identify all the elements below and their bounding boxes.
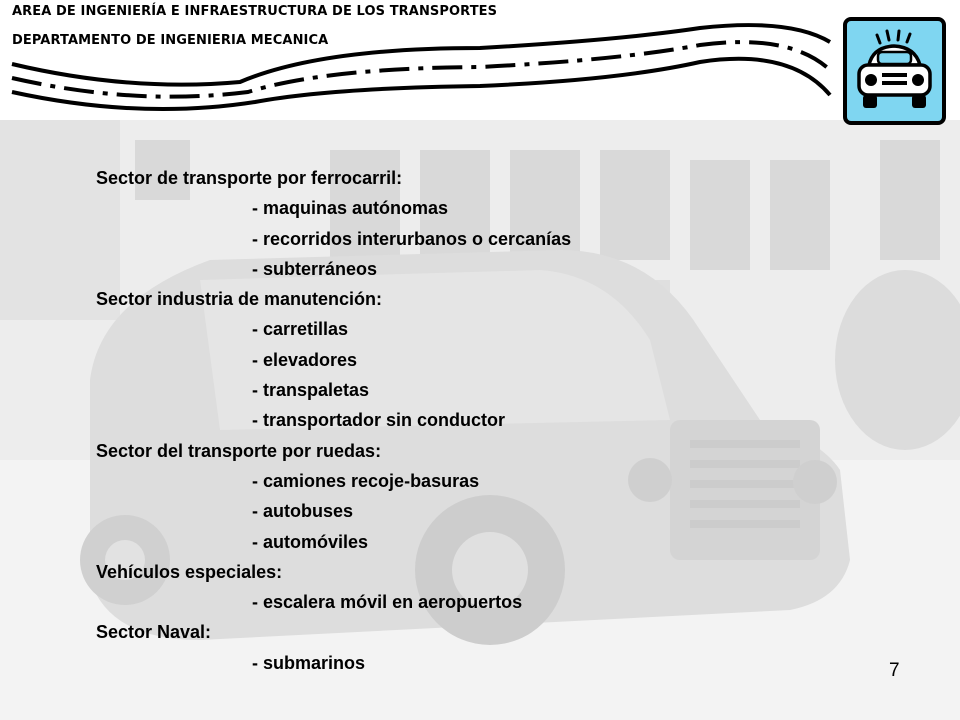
list-item: - transpaletas: [252, 380, 370, 401]
section-heading: Vehículos especiales:: [96, 561, 283, 582]
list-item: - elevadores: [252, 349, 358, 370]
list-item: - carretillas: [252, 319, 349, 340]
list-item: - recorridos interurbanos o cercanías: [252, 228, 572, 249]
list-item: - autobuses: [252, 501, 354, 522]
list-item: - maquinas autónomas: [252, 198, 449, 219]
section-heading: Sector del transporte por ruedas:: [96, 440, 382, 461]
section-heading: Sector industria de manutención:: [96, 289, 383, 310]
section-heading: Sector de transporte por ferrocarril:: [96, 168, 403, 188]
list-item: - automóviles: [252, 531, 369, 552]
page-number: 7: [889, 660, 900, 681]
header-department: DEPARTAMENTO DE INGENIERIA MECANICA: [12, 33, 329, 48]
vehicle-sector-list: [96, 163, 856, 678]
car-icon: [847, 21, 942, 121]
list-item: - transportador sin conductor: [252, 410, 506, 431]
list-item: - escalera móvil en aeropuertos: [252, 592, 523, 613]
logo-badge: [843, 17, 946, 125]
header-institution: AREA DE INGENIERÍA E INFRAESTRUCTURA DE LOS TRANSPORTES: [12, 4, 498, 19]
list-item: - camiones recoje-basuras: [252, 470, 480, 491]
list-item: - subterráneos: [252, 258, 378, 279]
section-heading: Sector Naval:: [96, 622, 212, 643]
list-item: - submarinos: [252, 652, 366, 673]
